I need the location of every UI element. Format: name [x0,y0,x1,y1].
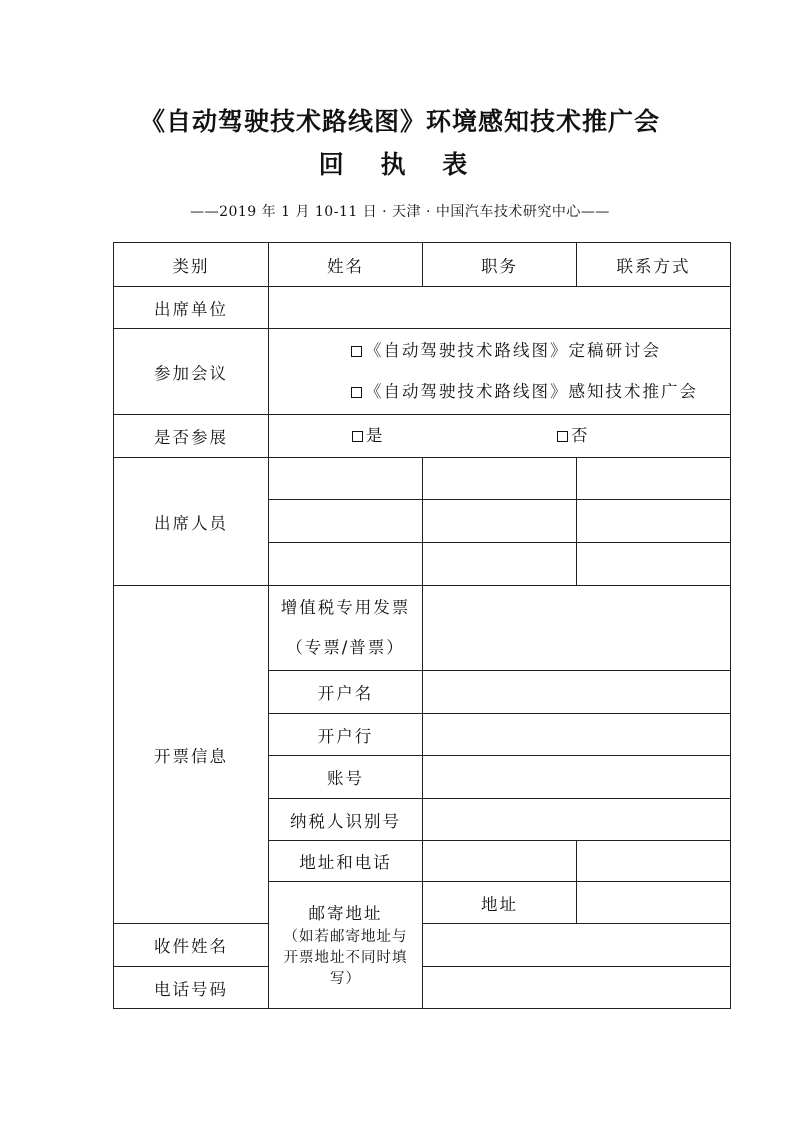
mailing-row [114,924,731,967]
attendee-name-field[interactable] [269,458,423,500]
meeting-option-1[interactable] [351,331,661,371]
attendee-name-field[interactable] [269,500,423,543]
mailing-label-note: （如若邮寄地址与开票地址不同时填写） [283,928,408,987]
form-subtitle: 回 执 表 [318,150,482,179]
unit-field[interactable] [269,287,731,329]
attendee-row [114,458,731,500]
account-name-label: 开户名 [269,671,423,714]
exhibit-label: 是否参展 [114,415,269,458]
mailing-label-title: 邮寄地址 [308,903,383,923]
attendee-position-field[interactable] [423,543,577,586]
attendee-contact-field[interactable] [577,458,731,500]
mailing-row [114,967,731,1009]
exhibit-yes-label: 是 [366,426,385,445]
header-name: 姓名 [269,243,423,287]
mailing-address-label: 地址 [423,882,577,924]
vat-label [269,586,423,671]
account-name-field[interactable] [423,671,731,714]
account-no-field[interactable] [423,756,731,799]
exhibit-no-label: 否 [571,426,590,445]
checkbox-icon[interactable] [351,346,362,357]
form-title: 《自动驾驶技术路线图》环境感知技术推广会 [139,107,660,136]
meeting-option-2[interactable] [351,372,698,412]
checkbox-icon[interactable] [351,387,362,398]
invoice-phone-field[interactable] [577,841,731,882]
bank-field[interactable] [423,714,731,756]
vat-field[interactable] [423,586,731,671]
exhibit-yes-option[interactable] [352,415,385,457]
exhibit-no-option[interactable] [557,415,590,457]
invoice-row [114,586,731,671]
recipient-label: 收件姓名 [114,924,269,967]
vat-label-line2: （专票/普票） [286,638,405,657]
phone-field[interactable] [423,967,731,1009]
recipient-field[interactable] [423,924,731,967]
meeting-options [269,329,731,415]
bank-label: 开户行 [269,714,423,756]
taxpayer-id-field[interactable] [423,799,731,841]
exhibit-row [114,415,731,458]
attendee-contact-field[interactable] [577,500,731,543]
checkbox-icon[interactable] [352,431,363,442]
header-position: 职务 [423,243,577,287]
attendee-name-field[interactable] [269,543,423,586]
phone-label: 电话号码 [114,967,269,1009]
unit-label: 出席单位 [114,287,269,329]
meeting-option-1-label: 《自动驾驶技术路线图》定稿研讨会 [365,341,661,360]
mailing-address-field[interactable] [577,882,731,924]
registration-form-table [113,242,731,1009]
attendee-position-field[interactable] [423,500,577,543]
attendee-contact-field[interactable] [577,543,731,586]
invoice-address-field[interactable] [423,841,577,882]
mailing-label [269,882,423,1009]
exhibit-options [269,415,731,458]
header-row [114,243,731,287]
attendees-label: 出席人员 [114,458,269,586]
invoice-label: 开票信息 [114,586,269,924]
meeting-label: 参加会议 [114,329,269,415]
vat-label-line1: 增值税专用发票 [280,598,411,617]
meeting-option-2-label: 《自动驾驶技术路线图》感知技术推广会 [365,382,698,401]
header-contact: 联系方式 [577,243,731,287]
unit-row [114,287,731,329]
event-info: ——2019 年 1 月 10-11 日 · 天津 · 中国汽车技术研究中心—— [190,204,610,220]
attendee-position-field[interactable] [423,458,577,500]
meeting-row [114,329,731,415]
checkbox-icon[interactable] [557,431,568,442]
taxpayer-id-label: 纳税人识别号 [269,799,423,841]
account-no-label: 账号 [269,756,423,799]
header-category: 类别 [114,243,269,287]
address-phone-label: 地址和电话 [269,841,423,882]
